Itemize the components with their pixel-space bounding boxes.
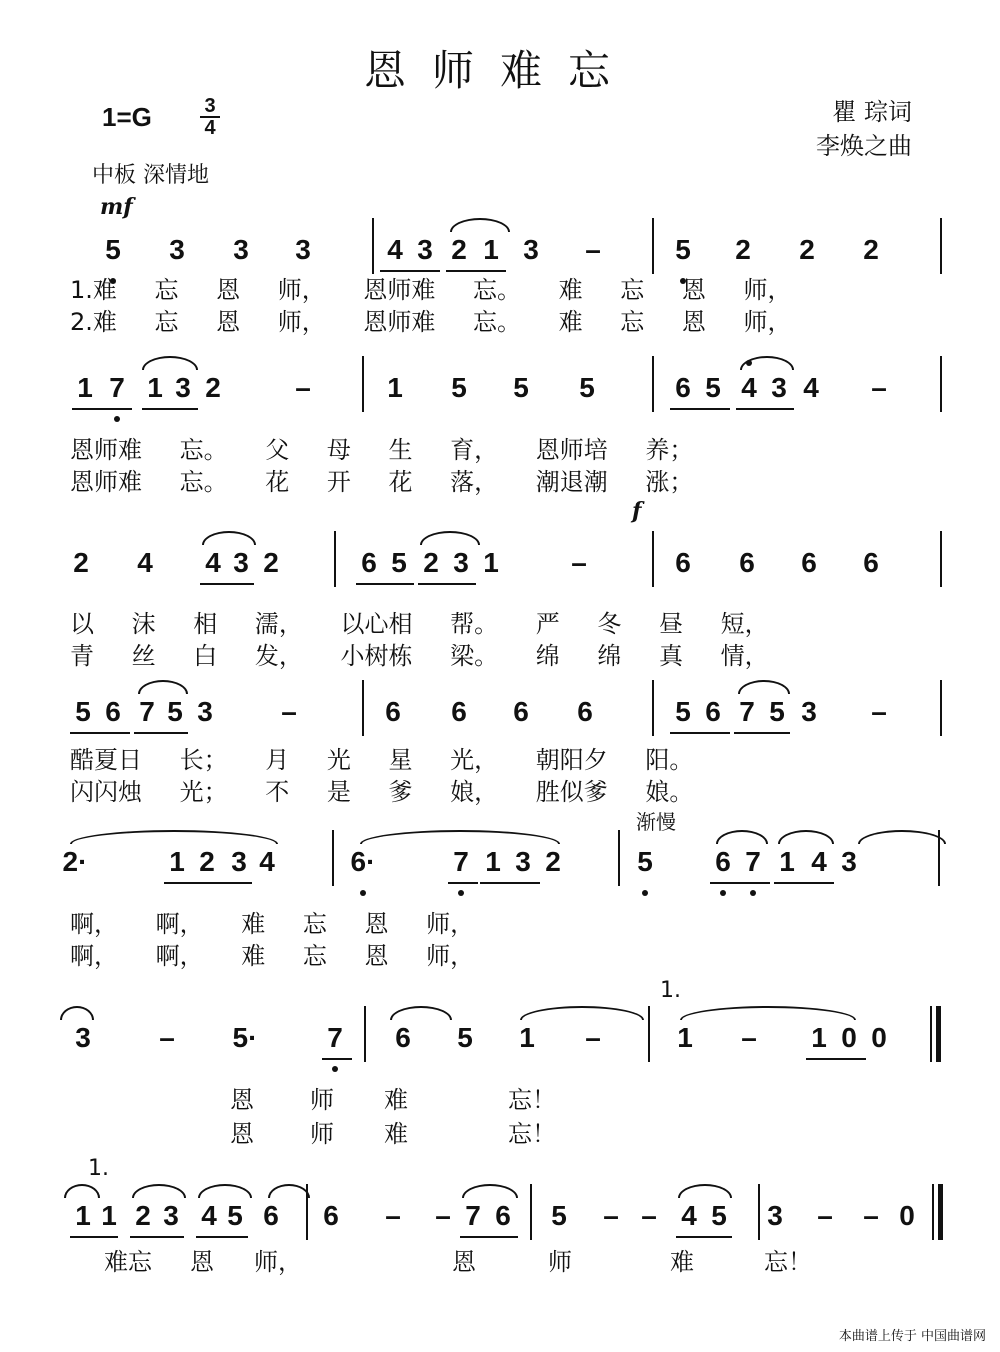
note: 5 — [167, 696, 183, 727]
slur — [450, 218, 510, 232]
note: – — [863, 1200, 879, 1231]
note: 6 — [715, 846, 731, 877]
page-title: 恩师难忘 — [363, 46, 636, 95]
note: 3 — [767, 1200, 783, 1231]
bar-line — [362, 356, 364, 412]
note: 3 — [169, 234, 185, 265]
note: 6· — [350, 846, 376, 877]
note: 6 — [675, 372, 691, 403]
note: 5 — [675, 696, 691, 727]
note: – — [585, 1022, 601, 1053]
dynamic-mf: mf — [100, 194, 133, 220]
volta-2: 1. — [88, 1156, 109, 1181]
note: 3 — [515, 846, 531, 877]
note: 2 — [451, 234, 467, 265]
lyric-verse-2: 师 — [310, 1120, 334, 1148]
bar-line — [940, 356, 942, 412]
slur — [738, 680, 790, 694]
note: 5 — [579, 372, 595, 403]
note: – — [385, 1200, 401, 1231]
note: 1 — [101, 1200, 117, 1231]
slur — [142, 356, 198, 370]
note: 3 — [163, 1200, 179, 1231]
note: 2 — [199, 846, 215, 877]
note: 7 — [465, 1200, 481, 1231]
note: 2 — [423, 547, 439, 578]
note: – — [571, 547, 587, 578]
lyric-verse-1: 难 — [670, 1248, 694, 1276]
note: 2 — [205, 372, 221, 403]
bar-line — [530, 1184, 532, 1240]
note: 1 — [387, 372, 403, 403]
note: 3 — [233, 234, 249, 265]
bar-line — [372, 218, 374, 274]
note: 3 — [841, 846, 857, 877]
bar-line — [940, 680, 942, 736]
bar-line — [332, 830, 334, 886]
lyric-verse-1: 师， — [254, 1248, 302, 1276]
slur — [70, 830, 278, 844]
note: 1 — [677, 1022, 693, 1053]
volta-1: 1. — [660, 978, 681, 1003]
bar-line — [652, 680, 654, 736]
beam-underline — [736, 408, 794, 410]
note: 5 — [227, 1200, 243, 1231]
beam-underline — [670, 408, 730, 410]
beam-underline — [418, 583, 476, 585]
note: 1 — [169, 846, 185, 877]
time-sig-bottom: 4 — [204, 117, 216, 139]
note: 7 — [327, 1022, 343, 1053]
slur — [778, 830, 834, 844]
key-signature: 1=G — [102, 102, 152, 132]
beam-underline — [806, 1058, 866, 1060]
beam-underline — [142, 408, 198, 410]
note: 5 — [711, 1200, 727, 1231]
lyric-verse-1: 忘！ — [508, 1086, 556, 1114]
bar-line — [334, 531, 336, 587]
note: 5 — [769, 696, 785, 727]
note: 5 — [105, 234, 121, 265]
lyric-verse-2: 啊， 啊， 难 忘 恩 师， — [70, 942, 475, 970]
beam-underline — [322, 1058, 352, 1060]
lyric-verse-2: 2.难 忘 恩 师， 恩师难 忘。 难 忘 恩 师， — [70, 308, 792, 336]
bar-line — [940, 531, 942, 587]
beam-underline — [70, 732, 130, 734]
octave-dot-below — [458, 890, 464, 896]
note: 3 — [233, 547, 249, 578]
note: 4 — [201, 1200, 217, 1231]
note: 2 — [863, 234, 879, 265]
beam-underline — [448, 882, 478, 884]
note: 3 — [417, 234, 433, 265]
lyric-verse-2: 闪闪烛 光； 不 是 爹 娘， 胜似爹 娘。 — [70, 778, 694, 806]
note: 3 — [175, 372, 191, 403]
note: 5 — [551, 1200, 567, 1231]
note: 6 — [739, 547, 755, 578]
note: 2 — [799, 234, 815, 265]
lyric-verse-1: 1.难 忘 恩 师， 恩师难 忘。 难 忘 恩 师， — [70, 276, 792, 304]
slur — [390, 1006, 452, 1020]
bar-line — [364, 1006, 366, 1062]
lyricist: 瞿 琮词 — [832, 98, 912, 126]
note: 5 — [451, 372, 467, 403]
bar-line — [652, 218, 654, 274]
note: 6 — [451, 696, 467, 727]
final-barline — [938, 1184, 943, 1240]
note: 5 — [391, 547, 407, 578]
lyric-verse-1: 酷夏日 长； 月 光 星 光， 朝阳夕 阳。 — [70, 746, 694, 774]
lyric-verse-1: 难 — [384, 1086, 408, 1114]
slur — [520, 1006, 644, 1020]
note: 1 — [483, 547, 499, 578]
note: 4 — [811, 846, 827, 877]
lyric-verse-2: 难 — [384, 1120, 408, 1148]
note: 2 — [263, 547, 279, 578]
beam-underline — [480, 882, 540, 884]
note: 3 — [453, 547, 469, 578]
note: 4 — [803, 372, 819, 403]
repeat-barline — [936, 1006, 941, 1062]
beam-underline — [676, 1236, 732, 1238]
slur — [680, 1006, 856, 1020]
beam-underline — [356, 583, 414, 585]
note: 3 — [197, 696, 213, 727]
lyric-verse-1: 师 — [548, 1248, 572, 1276]
slur — [420, 531, 480, 545]
note: 3 — [771, 372, 787, 403]
note: 2 — [545, 846, 561, 877]
bar-line — [940, 218, 942, 274]
note: – — [281, 696, 297, 727]
note: 4 — [137, 547, 153, 578]
beam-underline — [164, 882, 196, 884]
slur — [60, 1006, 94, 1020]
beam-underline — [670, 732, 730, 734]
note: 1 — [811, 1022, 827, 1053]
beam-underline — [70, 1236, 118, 1238]
note: 6 — [395, 1022, 411, 1053]
slur — [716, 830, 768, 844]
slur — [202, 531, 256, 545]
beam-underline — [196, 1236, 248, 1238]
lyric-verse-2: 忘！ — [508, 1120, 556, 1148]
octave-dot-below — [114, 416, 120, 422]
note: 7 — [109, 372, 125, 403]
note: – — [295, 372, 311, 403]
note: 4 — [681, 1200, 697, 1231]
beam-underline — [130, 1236, 184, 1238]
time-sig-top: 3 — [204, 95, 216, 117]
note: 6 — [705, 696, 721, 727]
note: 3 — [75, 1022, 91, 1053]
note: 6 — [263, 1200, 279, 1231]
note: 7 — [139, 696, 155, 727]
lyric-verse-2: 恩 — [230, 1120, 254, 1148]
note: 1 — [77, 372, 93, 403]
bar-line — [618, 830, 620, 886]
note: – — [817, 1200, 833, 1231]
lyric-verse-1: 以 沫 相 濡， 以心相 帮。 严 冬 昼 短， — [70, 610, 769, 638]
composer: 李焕之曲 — [816, 132, 912, 160]
beam-underline — [734, 732, 790, 734]
note: 7 — [739, 696, 755, 727]
note: 6 — [495, 1200, 511, 1231]
note: 4 — [387, 234, 403, 265]
note: 6 — [577, 696, 593, 727]
bar-line — [758, 1184, 760, 1240]
note: 5· — [232, 1022, 258, 1053]
note: 6 — [675, 547, 691, 578]
note: 5 — [675, 234, 691, 265]
footer-credit: 本曲谱上传于 中国曲谱网 — [838, 1329, 986, 1344]
bar-line — [362, 680, 364, 736]
bar-line — [648, 1006, 650, 1062]
note: 3 — [523, 234, 539, 265]
lyric-verse-1: 恩 — [230, 1086, 254, 1114]
note: 2· — [62, 846, 88, 877]
note: 0 — [899, 1200, 915, 1231]
note: 2 — [73, 547, 89, 578]
lyric-verse-2: 青 丝 白 发， 小树栋 梁。 绵 绵 真 情， — [70, 642, 769, 670]
lyric-verse-1: 恩师难 忘。 父 母 生 育， 恩师培 养； — [70, 436, 694, 464]
slur — [858, 830, 946, 844]
beam-underline — [200, 583, 254, 585]
note: 4 — [205, 547, 221, 578]
note: 1 — [485, 846, 501, 877]
lyric-verse-1: 恩 — [190, 1248, 214, 1276]
bar-line — [652, 531, 654, 587]
lyric-verse-1: 忘！ — [764, 1248, 812, 1276]
note: 1 — [519, 1022, 535, 1053]
note: – — [435, 1200, 451, 1231]
note: 3 — [231, 846, 247, 877]
note: – — [741, 1022, 757, 1053]
ritardando: 渐慢 — [636, 810, 676, 834]
note: 6 — [801, 547, 817, 578]
beam-underline — [72, 408, 132, 410]
note: 5 — [513, 372, 529, 403]
note: – — [603, 1200, 619, 1231]
note: – — [585, 234, 601, 265]
time-signature — [200, 96, 220, 138]
note: – — [159, 1022, 175, 1053]
note: 0 — [841, 1022, 857, 1053]
lyric-verse-1: 恩 — [452, 1248, 476, 1276]
note: 5 — [637, 846, 653, 877]
note: 1 — [147, 372, 163, 403]
slur — [462, 1184, 518, 1198]
note: – — [871, 372, 887, 403]
octave-dot-below — [642, 890, 648, 896]
octave-dot-above — [746, 360, 752, 366]
bar-line — [652, 356, 654, 412]
bar-line — [932, 1184, 934, 1240]
note: 4 — [259, 846, 275, 877]
note: 6 — [385, 696, 401, 727]
note: 1 — [75, 1200, 91, 1231]
note: 4 — [741, 372, 757, 403]
note: 7 — [745, 846, 761, 877]
octave-dot-below — [750, 890, 756, 896]
beam-underline — [710, 882, 770, 884]
note: 1 — [779, 846, 795, 877]
bar-line — [930, 1006, 932, 1062]
slur — [132, 1184, 186, 1198]
beam-underline — [460, 1236, 518, 1238]
note: 3 — [801, 696, 817, 727]
note: 5 — [705, 372, 721, 403]
dynamic-f: f — [632, 498, 642, 524]
lyric-verse-1: 难忘 — [104, 1248, 152, 1276]
beam-underline — [134, 732, 188, 734]
octave-dot-below — [360, 890, 366, 896]
note: – — [641, 1200, 657, 1231]
note: 6 — [105, 696, 121, 727]
note: 0 — [871, 1022, 887, 1053]
note: 7 — [453, 846, 469, 877]
tempo-marking: 中板 深情地 — [92, 163, 209, 188]
slur — [138, 680, 188, 694]
slur — [678, 1184, 732, 1198]
lyric-verse-2: 恩师难 忘。 花 开 花 落， 潮退潮 涨； — [70, 468, 694, 496]
beam-underline — [774, 882, 834, 884]
lyric-verse-1: 啊， 啊， 难 忘 恩 师， — [70, 910, 475, 938]
beam-underline — [194, 882, 252, 884]
note: 2 — [135, 1200, 151, 1231]
note: 2 — [735, 234, 751, 265]
note: 3 — [295, 234, 311, 265]
note: 6 — [513, 696, 529, 727]
note: – — [871, 696, 887, 727]
note: 5 — [457, 1022, 473, 1053]
slur — [360, 830, 560, 844]
note: 6 — [863, 547, 879, 578]
lyric-verse-1: 师 — [310, 1086, 334, 1114]
note: 6 — [361, 547, 377, 578]
note: 5 — [75, 696, 91, 727]
slur — [268, 1184, 310, 1198]
octave-dot-below — [332, 1066, 338, 1072]
note: 6 — [323, 1200, 339, 1231]
octave-dot-below — [720, 890, 726, 896]
slur — [64, 1184, 100, 1198]
note: 1 — [483, 234, 499, 265]
slur — [198, 1184, 252, 1198]
